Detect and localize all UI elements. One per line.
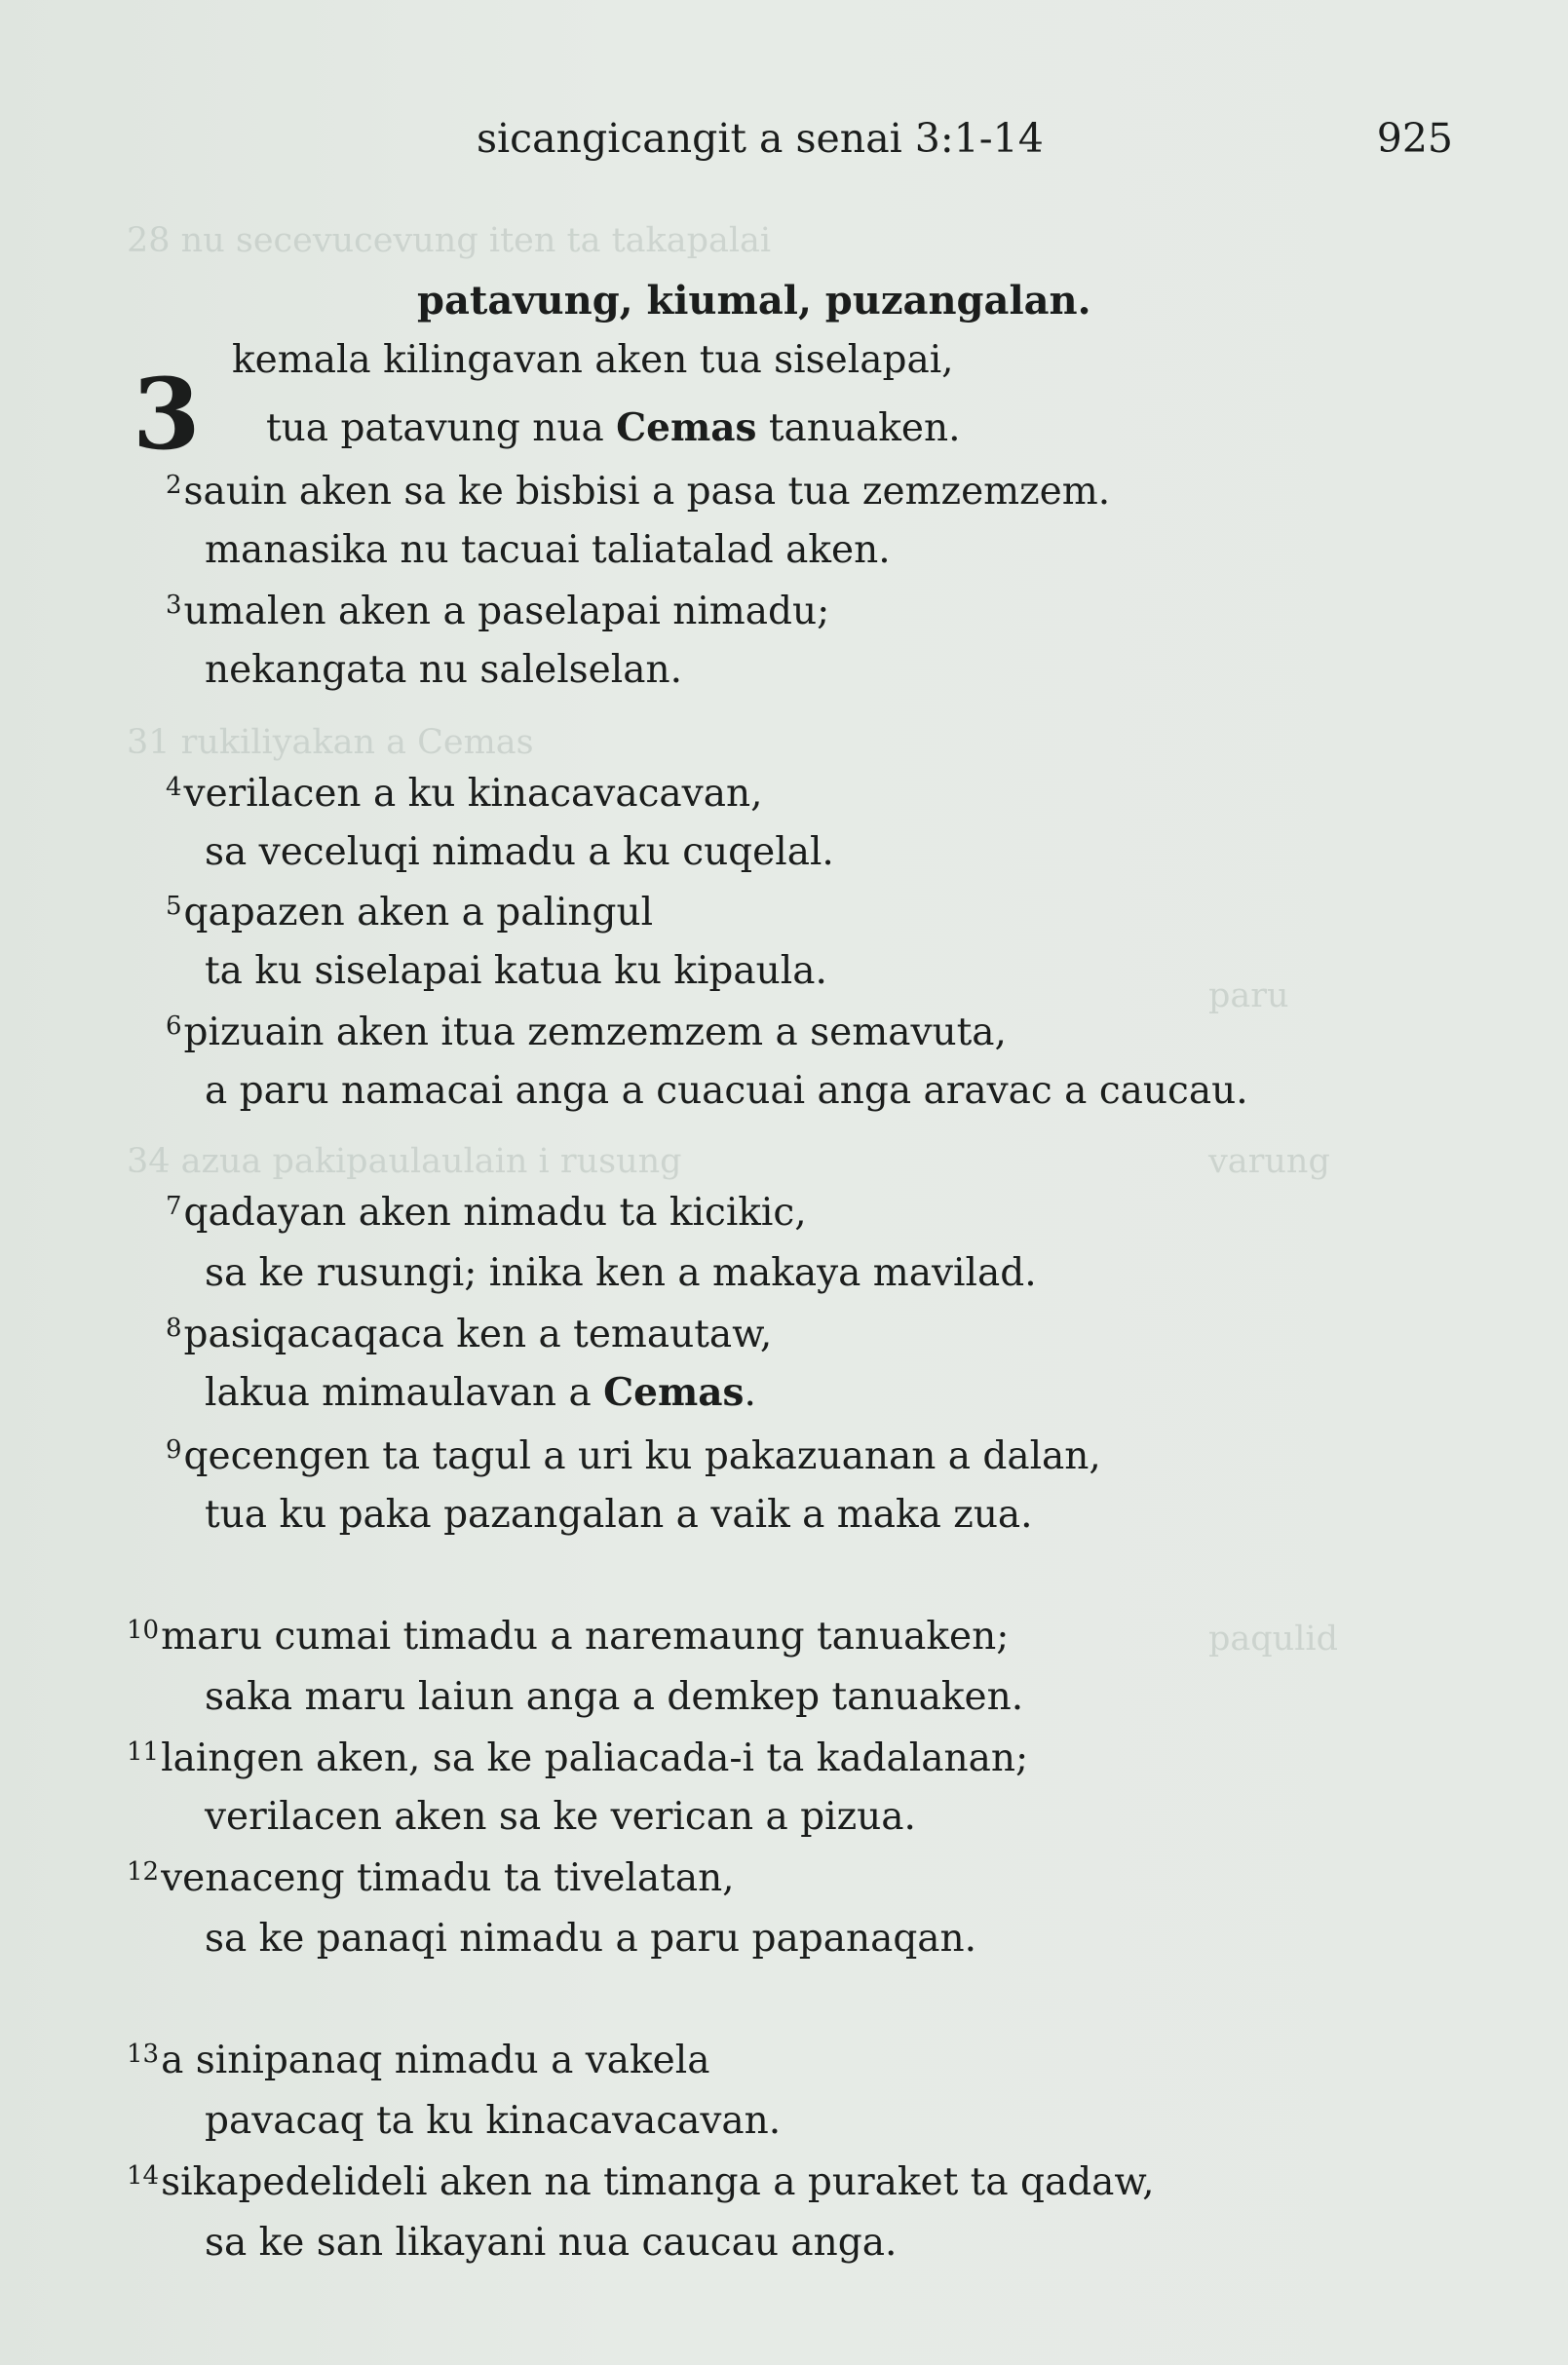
verse-line [205,1795,916,1839]
bleed-through-decoration: 34 azua pakipaulaulain i rusung [127,1142,682,1181]
verse-text: tanuaken. [756,406,961,450]
verse-line [166,470,1111,514]
divine-name: Cemas [616,405,757,450]
verse-line [166,772,763,816]
verse-text: ta ku siselapai katua ku kipaula. [205,949,827,993]
verse-line [205,1370,756,1415]
verse-number: 12 [127,1857,160,1887]
verse-line [127,1736,1029,1780]
verse-text: lakua mimaulavan a [205,1371,604,1415]
verse-text: sa veceluqi nimadu a ku cuqelal. [205,830,834,874]
verse-number: 14 [127,2161,160,2191]
verse-text: a paru namacai anga a cuacuai anga aravac a caucau. [205,1069,1248,1113]
verse-number: 4 [166,773,182,802]
verse-text: pavacaq ta ku kinacavacavan. [205,2099,782,2143]
verse-line [166,891,654,935]
running-title: sicangicangit a senai 3:1-14 [477,115,1044,162]
verse-line [205,2099,782,2143]
verse-number: 5 [166,892,182,921]
verse-line [205,528,891,572]
verse-line [166,1434,1101,1478]
verse-text: tua patavung nua [266,406,617,450]
verse-text: laingen aken, sa ke paliacada-i ta kadalanan; [161,1736,1029,1780]
verse-text: sikapedelideli aken na timanga a puraket ta qadaw, [161,2160,1155,2204]
verse-text: sa ke rusungi; inika ken a makaya mavilad. [205,1251,1037,1295]
verse-number: 8 [166,1314,182,1343]
verse-number: 2 [166,471,182,500]
verse-text: verilacen aken sa ke verican a pizua. [205,1795,916,1839]
verse-line [205,1493,1033,1537]
verse-text: verilacen a ku kinacavacavan, [183,772,763,816]
verse-line [166,1191,807,1235]
bleed-through-decoration: paqulid [1208,1620,1339,1659]
page-number: 925 [1376,115,1453,162]
verse-number: 7 [166,1192,182,1221]
verse-line [205,1675,1024,1719]
bleed-through-decoration: 31 rukiliyakan a Cemas [127,723,534,762]
verse-text: . [744,1371,756,1415]
verse-text: pizuain aken itua zemzemzem a semavuta, [183,1011,1007,1054]
bleed-through-decoration: varung [1208,1142,1330,1181]
verse-line [205,830,834,874]
verse-number: 3 [166,591,182,620]
verse-text: sauin aken sa ke bisbisi a pasa tua zemzemzem. [183,470,1111,514]
verse-line [205,949,827,993]
verse-line [127,2160,1155,2204]
verse-text: venaceng timadu ta tivelatan, [161,1856,735,1900]
verse-line [166,590,830,633]
verse-text: qecengen ta tagul a uri ku pakazuanan a dalan, [183,1434,1101,1478]
verse-line [166,1011,1007,1054]
verse-text: qapazen aken a palingul [183,891,654,935]
verse-line [205,1251,1037,1295]
verse-text: maru cumai timadu a naremaung tanuaken; [161,1615,1010,1659]
verse-text: sa ke panaqi nimadu a paru papanaqan. [205,1917,977,1961]
verse-line [266,405,961,450]
verse-line [205,2221,898,2265]
verse-line [127,1615,1010,1659]
verse-text: manasika nu tacuai taliatalad aken. [205,528,891,572]
verse-line [166,1313,773,1356]
chapter-number: 3 [133,357,201,472]
verse-text: saka maru laiun anga a demkep tanuaken. [205,1675,1024,1719]
verse-text: qadayan aken nimadu ta kicikic, [183,1191,807,1235]
verse-number: 10 [127,1616,160,1645]
verse-text: a sinipanaq nimadu a vakela [161,2039,710,2082]
verse-line [127,2039,710,2082]
verse-number: 11 [127,1737,160,1767]
divine-name: Cemas [603,1370,745,1415]
verse-text: tua ku paka pazangalan a vaik a maka zua. [205,1493,1033,1537]
verse-text: pasiqacaqaca ken a temautaw, [183,1313,773,1356]
verse-text: umalen aken a paselapai nimadu; [183,590,830,633]
verse-line [127,1856,735,1900]
verse-line [205,648,682,692]
verse-line [232,338,954,382]
verse-number: 13 [127,2040,160,2069]
verse-line [205,1917,977,1961]
bleed-through-decoration: paru [1208,976,1289,1015]
verse-text: kemala kilingavan aken tua siselapai, [232,338,954,382]
verse-number: 9 [166,1435,182,1465]
bleed-through-decoration: 28 nu secevucevung iten ta takapalai [127,221,772,260]
verse-text: sa ke san likayani nua caucau anga. [205,2221,898,2265]
page-header [0,115,1568,173]
verse-number: 6 [166,1011,182,1041]
verse-text: nekangata nu salelselan. [205,648,682,692]
verse-line [205,1069,1248,1113]
section-title: patavung, kiumal, puzangalan. [417,278,1091,324]
